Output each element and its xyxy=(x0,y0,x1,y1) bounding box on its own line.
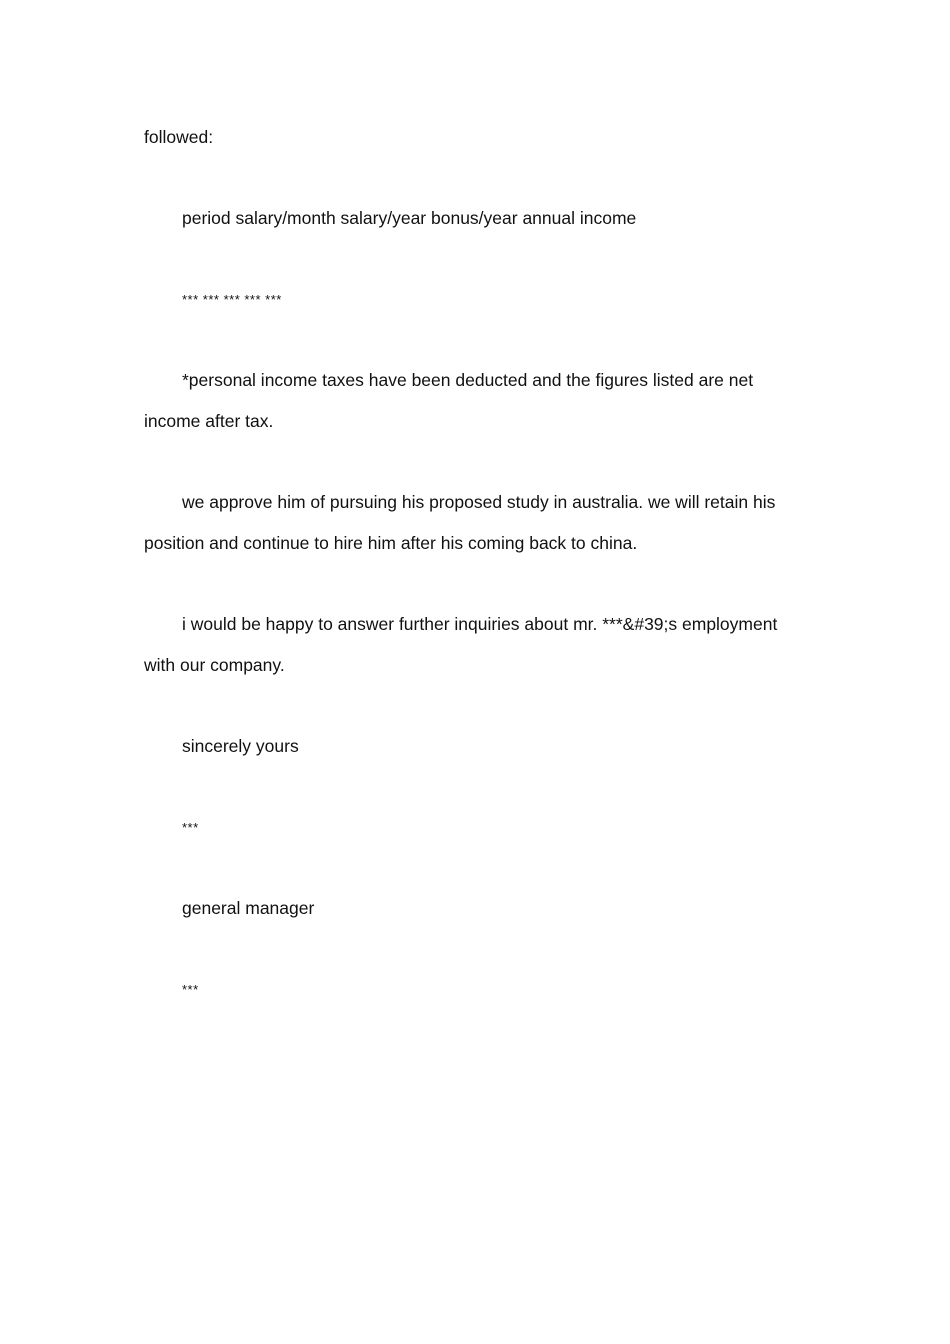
text-line-approval-1: we approve him of pursuing his proposed study in australia. we will retain his xyxy=(182,492,776,512)
text-line-tax-note-2: income after tax. xyxy=(144,411,274,431)
text-line-company: *** xyxy=(182,982,199,997)
text-line-tax-note-1: *personal income taxes have been deducted and the figures listed are net xyxy=(182,370,754,390)
text-line-inquiries-2: with our company. xyxy=(144,655,285,675)
text-line-title: general manager xyxy=(182,898,315,918)
text-line-signature-name: *** xyxy=(182,820,199,835)
text-line-inquiries-1: i would be happy to answer further inquiries about mr. ***&#39;s employment xyxy=(182,614,778,634)
text-line-approval-2: position and continue to hire him after his coming back to china. xyxy=(144,533,638,553)
text-line-income-values: *** *** *** *** *** xyxy=(182,292,282,307)
text-line-followed: followed: xyxy=(144,127,214,147)
text-line-income-header: period salary/month salary/year bonus/year annual income xyxy=(182,208,637,228)
text-line-closing: sincerely yours xyxy=(182,736,299,756)
